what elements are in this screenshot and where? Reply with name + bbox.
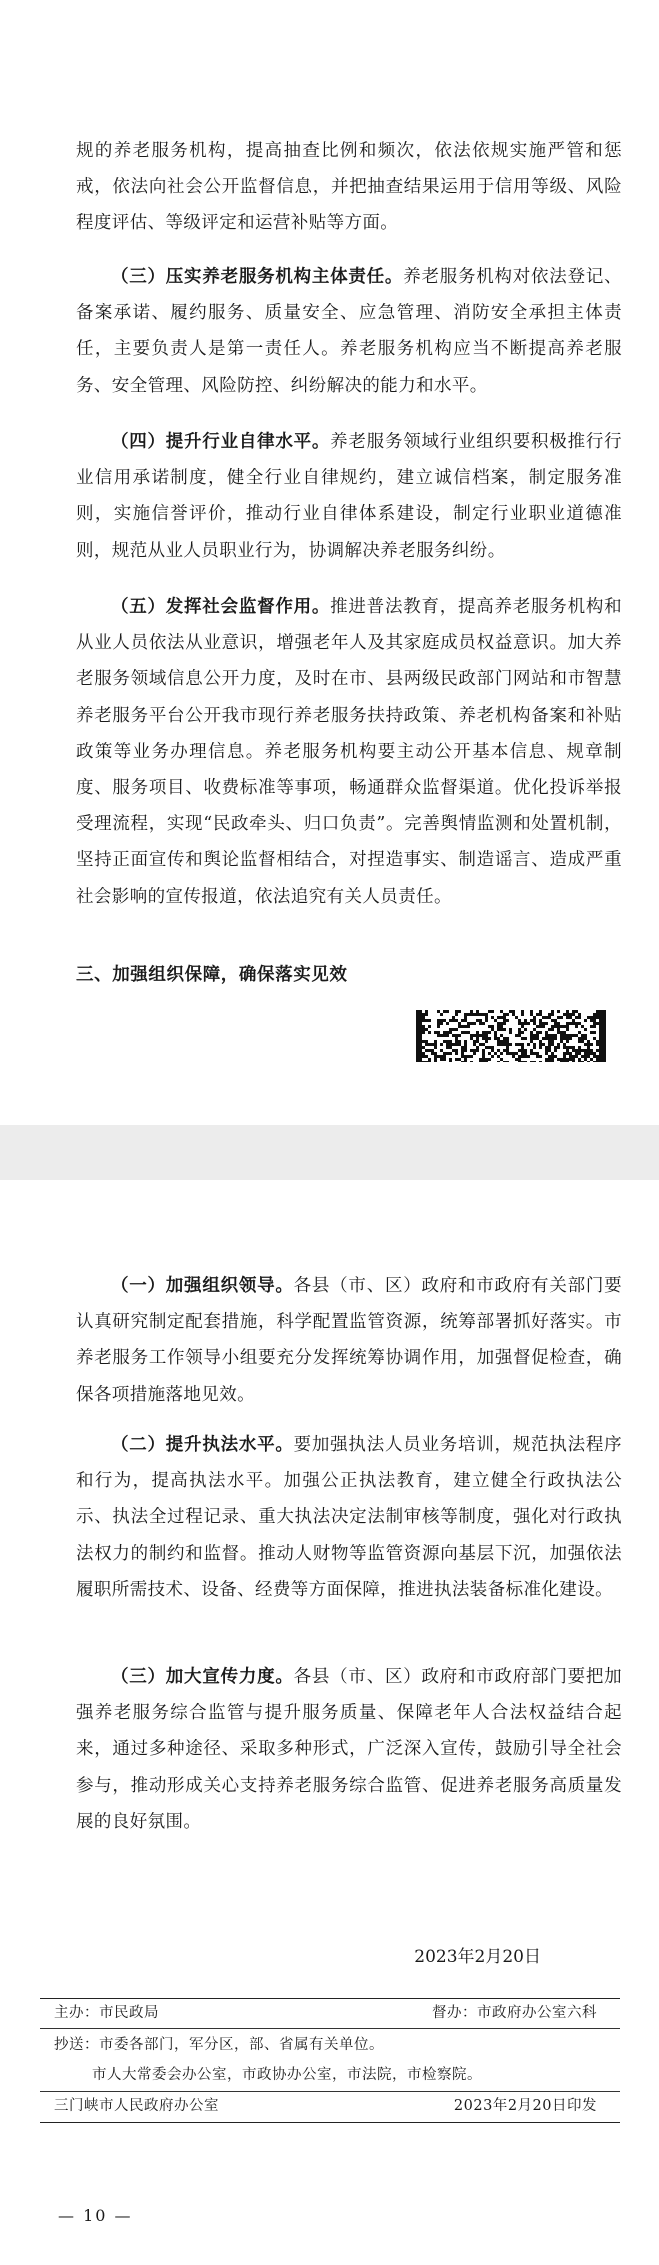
paragraph-lead: （三）加大宣传力度。 — [111, 1667, 294, 1687]
issue-date: 2023年2月20日印发 — [453, 2098, 597, 2114]
barcode-qr-icon — [416, 1010, 606, 1062]
footer-rule-bottom — [40, 2122, 620, 2123]
host-unit: 主办：市民政局 — [54, 2005, 159, 2021]
document-page-10 — [0, 1180, 659, 2265]
footer-rule — [40, 2028, 620, 2029]
document-date: 2023年2月20日 — [414, 1947, 541, 1967]
paragraph-lead: （二）提升执法水平。 — [111, 1435, 294, 1455]
paragraph-industry-self-discipline: （四）提升行业自律水平。养老服务领域行业组织要积极推行行业信用承诺制度，健全行业自律规约，建立诚信档案，制定服务准则，实施信誉评价，推动行业自律体系建设，制定行业职业道德准则，规范从业人员职业行为，协调解决养老服务纠纷。 — [76, 432, 622, 561]
issuing-office: 三门峡市人民政府办公室 — [54, 2098, 219, 2114]
footer-rule — [40, 2091, 620, 2092]
paragraph-law-enforcement: （二）提升执法水平。要加强执法人员业务培训，规范执法程序和行为，提高执法水平。加强公正执法教育，建立健全行政执法公示、执法全过程记录、重大执法决定法制审核等制度，强化对行政执法权力的制约和监督。推动人财物等监管资源向基层下沉，加强依法履职所需技术、设备、经费等方面保障，推进执法装备标准化建设。 — [76, 1435, 623, 1600]
document-page-9 — [0, 0, 659, 1125]
paragraph-institution-responsibility: （三）压实养老服务机构主体责任。养老服务机构对依法登记、备案承诺、履约服务、质量安全、应急管理、消防安全承担主体责任，主要负责人是第一责任人。养老服务机构应当不断提高养老服务、安全管理、风险防控、纠纷解决的能力和水平。 — [76, 267, 622, 396]
paragraph-continuation: 规的养老服务机构，提高抽查比例和频次，依法依规实施严管和惩戒，依法向社会公开监督信息，并把抽查结果运用于信用等级、风险程度评估、等级评定和运营补贴等方面。 — [76, 141, 622, 234]
supervising-unit: 督办：市政府办公室六科 — [432, 2005, 597, 2021]
cc-line-2: 市人大常委会办公室，市政协办公室，市法院，市检察院。 — [92, 2067, 482, 2083]
page-number: — — [541, 1015, 559, 1034]
footer-rule-top — [40, 1998, 620, 1999]
paragraph-organization-leadership: （一）加强组织领导。各县（市、区）政府和市政府有关部门要认真研究制定配套措施，科学配置监管资源，统筹部署抓好落实。市养老服务工作领导小组要充分发挥统筹协调作用，加强督促检查，确保各项措施落地见效。 — [76, 1276, 623, 1405]
paragraph-lead: （五）发挥社会监督作用。 — [111, 597, 331, 617]
page-number: — 10 — — [58, 2206, 133, 2225]
paragraph-lead: （四）提升行业自律水平。 — [111, 432, 331, 452]
paragraph-publicity: （三）加大宣传力度。各县（市、区）政府和市政府部门要把加强养老服务综合监管与提升服务质量、保障老年人合法权益结合起来，通过多种途径、采取多种形式，广泛深入宣传，鼓励引导全社会参与，推动形成关心支持养老服务综合监管、促进养老服务高质量发展的良好氛围。 — [76, 1667, 623, 1832]
paragraph-social-supervision: （五）发挥社会监督作用。推进普法教育，提高养老服务机构和从业人员依法从业意识，增强老年人及其家庭成员权益意识。加大养老服务领域信息公开力度，及时在市、县两级民政部门网站和市智慧养老服务平台公开我市现行养老服务扶持政策、养老机构备案和补贴政策等业务办理信息。养老服务机构要主动公开基本信息、规章制度、服务项目、收费标准等事项，畅通群众监督渠道。优化投诉举报受理流程，实现“民政牵头、归口负责”。完善舆情监测和处置机制，坚持正面宣传和舆论监督相结合，对捏造事实、制造谣言、造成严重社会影响的宣传报道，依法追究有关人员责任。 — [76, 597, 622, 907]
section-heading: 三、加强组织保障，确保落实见效 — [76, 965, 348, 985]
paragraph-lead: （三）压实养老服务机构主体责任。 — [111, 267, 404, 287]
paragraph-lead: （一）加强组织领导。 — [111, 1276, 294, 1296]
cc-line-1: 抄送：市委各部门，军分区，部、省属有关单位。 — [54, 2037, 384, 2053]
